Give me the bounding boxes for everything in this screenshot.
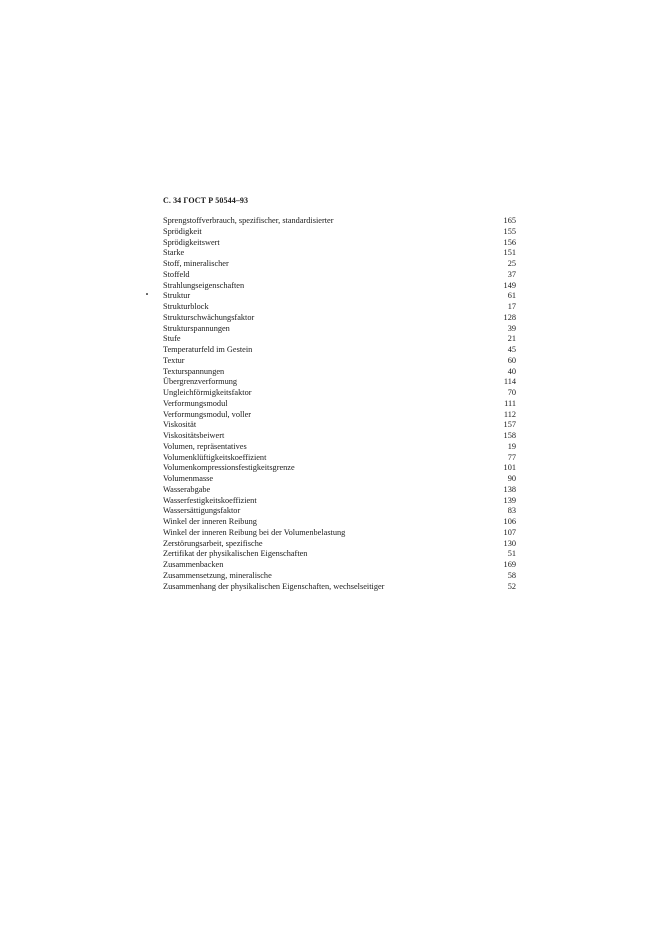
index-term: Strahlungseigenschaften <box>163 280 245 290</box>
index-page-number: 156 <box>503 237 516 247</box>
index-page-number: 39 <box>507 323 516 333</box>
index-term: Zusammenbacken <box>163 560 224 569</box>
index-entry <box>163 270 516 281</box>
index-page-number: 58 <box>507 570 516 580</box>
index-page-number: 77 <box>507 452 516 462</box>
index-page-number: 51 <box>507 549 516 559</box>
index-page-number: 60 <box>507 355 516 365</box>
index-term: Strukturschwächungsfaktor <box>163 312 255 322</box>
index-page-number: 138 <box>503 484 516 494</box>
index-page-number: 40 <box>507 366 516 376</box>
index-term: Volumenklüftigkeitskoeffizient <box>163 452 267 462</box>
index-entry <box>163 291 516 302</box>
index-term: Textur <box>163 355 185 365</box>
index-term: Viskosität <box>163 420 197 430</box>
index-entry <box>163 420 516 431</box>
index-page-number: 107 <box>503 527 516 537</box>
index-page-number: 90 <box>507 474 516 483</box>
index-page-number: 45 <box>507 345 516 354</box>
index-entry <box>163 506 516 517</box>
index-entry <box>163 334 516 345</box>
index-entry <box>163 539 516 550</box>
index-entry <box>163 410 516 421</box>
index-entry <box>163 302 516 313</box>
index-term: Strukturspannungen <box>163 323 230 333</box>
index-page-number: 165 <box>503 216 516 225</box>
index-page-number: 37 <box>507 269 516 279</box>
index-page-number: 149 <box>503 280 516 290</box>
index-term: Strukturblock <box>163 302 209 311</box>
index-entry <box>163 442 516 453</box>
index-term: Wassersättigungsfaktor <box>163 506 241 516</box>
index-entry <box>163 399 516 410</box>
index-term: Winkel der inneren Reibung bei der Volumenbelastung <box>163 527 346 537</box>
index-page-number: 114 <box>503 377 516 387</box>
index-term: Stufe <box>163 334 181 344</box>
index-entry <box>163 345 516 356</box>
index-page-number: 139 <box>503 495 516 505</box>
index-term: Volumen, repräsentatives <box>163 441 247 451</box>
index-page-number: 155 <box>503 226 516 236</box>
index-page-number: 111 <box>504 398 516 408</box>
index-entry <box>163 549 516 560</box>
index-page-number: 17 <box>507 302 516 311</box>
index-page-number: 157 <box>503 420 516 430</box>
index-entry <box>163 453 516 464</box>
index-term: Zusammensetzung, mineralische <box>163 570 272 580</box>
index-entry <box>163 496 516 507</box>
page-header: С. 34 ГОСТ Р 50544–93 <box>163 196 249 205</box>
index-page-number: 151 <box>503 248 516 258</box>
index-term: Übergrenzverformung <box>163 377 238 387</box>
index-entry <box>163 571 516 582</box>
index-entry <box>163 227 516 238</box>
index-term: Volumenkompressionsfestigkeitsgrenze <box>163 463 295 473</box>
index-page-number: 61 <box>507 291 516 301</box>
index-term: Texturspannungen <box>163 366 225 376</box>
index-entry <box>163 238 516 249</box>
index-page-number: 128 <box>503 312 516 322</box>
index-page-number: 19 <box>507 441 516 451</box>
index-term: Temperaturfeld im Gestein <box>163 345 253 354</box>
index-term: Ungleichförmigkeitsfaktor <box>163 388 252 397</box>
index-term: Stoff, mineralischer <box>163 259 229 268</box>
index-term: Sprödigkeit <box>163 226 202 236</box>
scan-speck <box>146 293 148 295</box>
index-entry <box>163 313 516 324</box>
index-page-number: 25 <box>507 259 516 268</box>
index-page-number: 83 <box>507 506 516 516</box>
index-term: Wasserabgabe <box>163 484 211 494</box>
index-term: Viskositätsbeiwert <box>163 431 225 440</box>
index-entry <box>163 582 516 593</box>
index-term: Winkel der inneren Reibung <box>163 517 257 526</box>
index-page-number: 106 <box>503 517 516 526</box>
index-page-number: 21 <box>507 334 516 344</box>
index-term: Zerstörungsarbeit, spezifische <box>163 538 263 548</box>
index-term: Verformungsmodul <box>163 398 228 408</box>
index-entry <box>163 388 516 399</box>
index-term: Starke <box>163 248 185 258</box>
index-page-number: 101 <box>503 463 516 473</box>
index-page-number: 130 <box>503 538 516 548</box>
index-page-number: 70 <box>507 388 516 397</box>
index-term: Verformungsmodul, voller <box>163 409 252 419</box>
index-term: Stoffeld <box>163 269 190 279</box>
index-list <box>163 216 516 592</box>
index-page-number: 158 <box>503 431 516 440</box>
index-term: Volumenmasse <box>163 474 214 483</box>
index-entry <box>163 485 516 496</box>
index-term: Wasserfestigkeitskoeffizient <box>163 495 257 505</box>
index-entry <box>163 367 516 378</box>
index-entry <box>163 356 516 367</box>
index-entry <box>163 216 516 227</box>
index-term: Sprengstoffverbrauch, spezifischer, standardisierter <box>163 216 334 225</box>
index-entry <box>163 377 516 388</box>
index-page-number: 52 <box>507 581 516 591</box>
index-term: Zusammenhang der physikalischen Eigenschaften, wechselseitiger <box>163 581 385 591</box>
index-term: Struktur <box>163 291 191 301</box>
index-entry <box>163 259 516 270</box>
index-entry <box>163 463 516 474</box>
index-entry <box>163 324 516 335</box>
index-entry <box>163 281 516 292</box>
index-term: Zertifikat der physikalischen Eigenschaften <box>163 549 308 559</box>
index-entry <box>163 528 516 539</box>
index-page-number: 112 <box>503 409 516 419</box>
index-page-number: 169 <box>503 560 516 569</box>
index-term: Sprödigkeitswert <box>163 237 220 247</box>
index-entry <box>163 560 516 571</box>
index-entry <box>163 517 516 528</box>
index-entry <box>163 474 516 485</box>
index-entry <box>163 248 516 259</box>
index-entry <box>163 431 516 442</box>
